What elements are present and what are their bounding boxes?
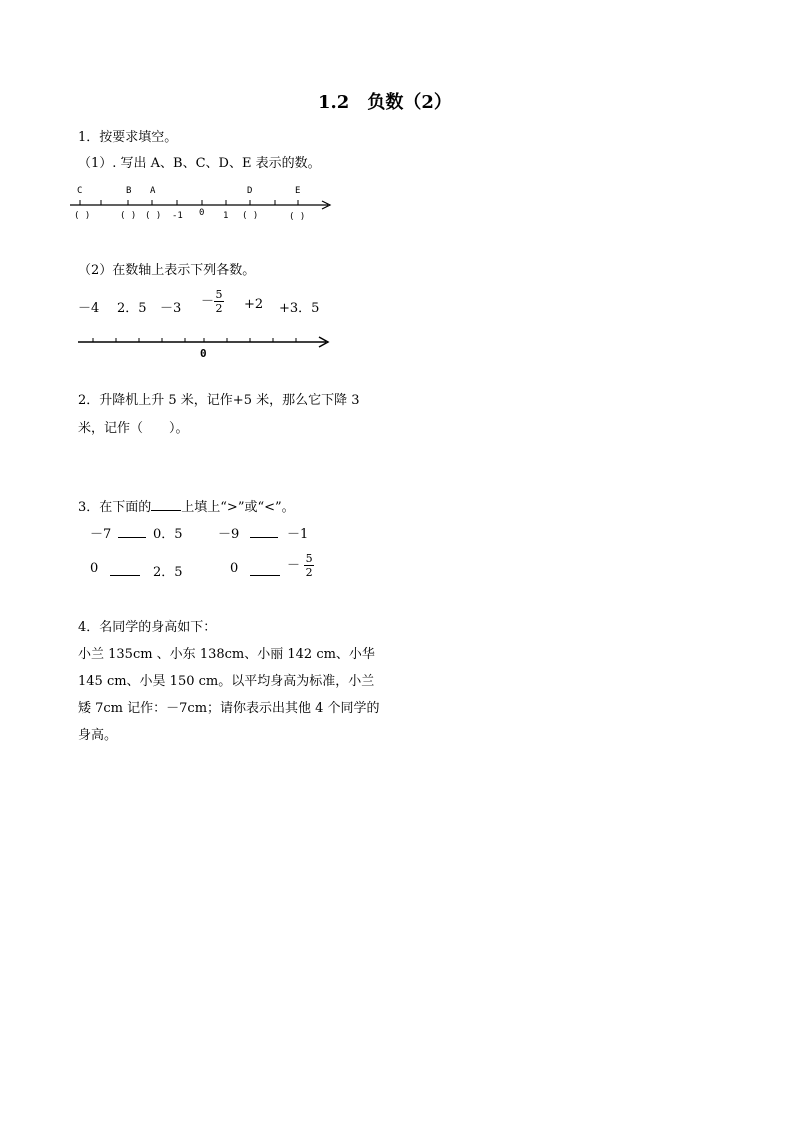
point-d-label: D [247,186,253,196]
q3-r1b-blank[interactable] [250,525,278,538]
tick-label-1: 1 [223,211,229,221]
q3-r2a-left: 0 [90,561,99,576]
q3-r1a-right: 0．5 [153,527,183,542]
q3-r2a-blank[interactable] [110,563,140,576]
heading-blank [151,498,181,511]
fraction [304,552,314,579]
q1-part1: （1）. 写出 A、B、C、D、E 表示的数。 [78,156,321,171]
number-neg-five-halves [201,288,224,315]
q2-line2: 米，记作（ ）。 [78,421,189,436]
fraction-denominator: 2 [215,302,223,315]
q1-part2: （2）在数轴上表示下列各数。 [78,263,256,278]
q4-line4: 身高。 [78,728,118,743]
q2-line1: 2．升降机上升 5 米，记作+5 米，那么它下降 3 [78,393,360,408]
fraction-sign: － [201,294,215,309]
tick-label-neg1: -1 [172,211,183,221]
q3-r1a-left: －7 [90,527,112,542]
number-pos2: +2 [244,297,264,312]
q4-line2: 145 cm、小昊 150 cm。以平均身高为标准，小兰 [78,674,375,689]
point-c-label: C [77,186,83,196]
q3-r2a-right: 2．5 [153,565,183,580]
answer-blank-d: ( ) [242,211,259,221]
answer-blank-c: ( ) [74,211,91,221]
tick-label-0: 0 [199,208,205,218]
number-2-5: 2．5 [117,301,147,316]
q3-r2b-right [287,552,314,579]
point-a-label: A [150,186,156,196]
number-neg4: －4 [78,301,100,316]
fraction-numerator: 5 [215,288,223,301]
q1-heading: 1．按要求填空。 [78,130,178,145]
q4-line3: 矮 7cm 记作：－7cm；请你表示出其他 4 个同学的 [78,701,380,716]
q3-r1b-left: －9 [218,527,240,542]
number-line-2 [78,337,328,347]
q3-heading-pre: 3．在下面的 [78,500,152,515]
point-e-label: E [295,186,301,196]
q3-heading [78,496,295,515]
fraction-numerator: 5 [305,552,313,565]
fraction [214,288,224,315]
number-pos3-5: +3．5 [279,301,320,316]
fraction-sign: － [287,558,301,573]
number-neg3: －3 [160,301,182,316]
q4-heading: 4．名同学的身高如下： [78,620,217,635]
q3-r1a-blank[interactable] [118,525,146,538]
q3-r2b-blank[interactable] [250,563,280,576]
point-b-label: B [126,186,132,196]
page-title: 1.2 负数（2） [318,92,452,113]
answer-blank-b: ( ) [120,211,137,221]
q3-r1b-right: －1 [287,527,309,542]
q3-heading-post: 上填上“>”或“<”。 [181,500,295,515]
q4-line1: 小兰 135cm 、小东 138cm、小丽 142 cm、小华 [78,647,375,662]
fraction-denominator: 2 [305,566,313,579]
q3-r2b-left: 0 [230,561,239,576]
axis2-zero-label: 0 [200,347,207,360]
answer-blank-a: ( ) [145,211,162,221]
answer-blank-e: ( ) [289,212,306,222]
